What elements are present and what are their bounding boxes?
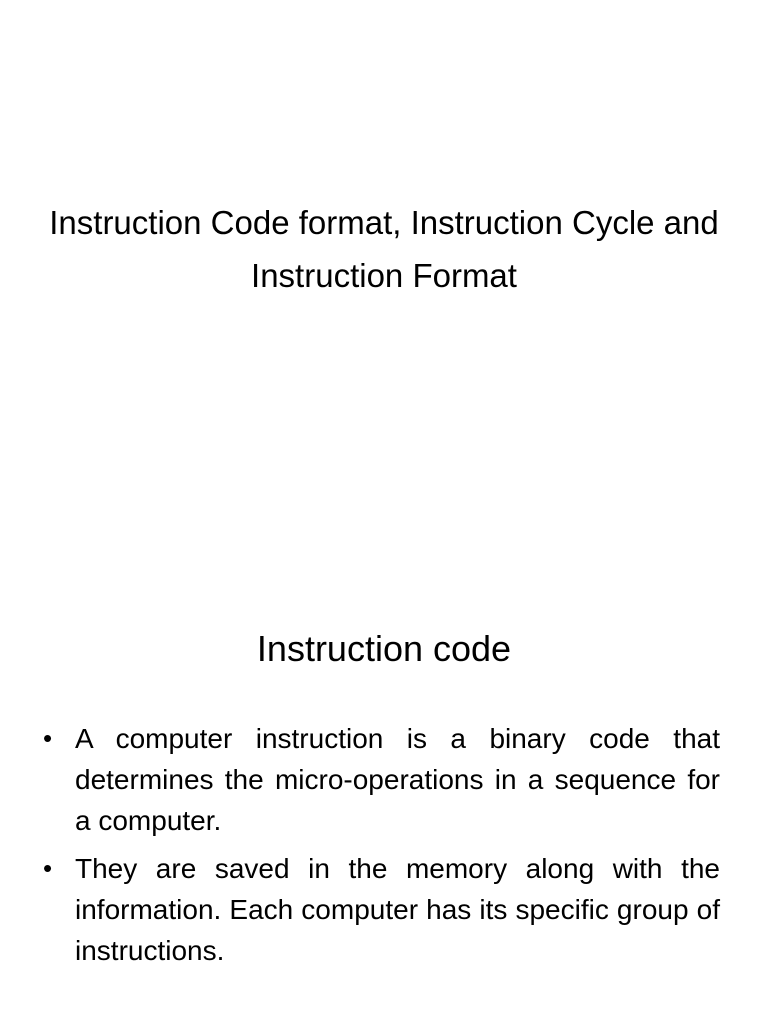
bullet-item bbox=[40, 848, 720, 971]
bullet-text: A computer instruction is a binary code that determines the micro-operations in a sequence for a computer. bbox=[75, 723, 720, 836]
bullet-text: They are saved in the memory along with the information. Each computer has its specific group of instructions. bbox=[75, 853, 720, 966]
bullet-list bbox=[40, 718, 720, 978]
content-slide bbox=[0, 576, 768, 1024]
section-heading: Instruction code bbox=[256, 628, 512, 669]
slide-title: Instruction Code format, Instruction Cycle and Instruction Format bbox=[49, 204, 719, 294]
bullet-item bbox=[40, 718, 720, 841]
bullet-marker: • bbox=[43, 853, 53, 883]
bullet-marker: • bbox=[43, 723, 53, 753]
